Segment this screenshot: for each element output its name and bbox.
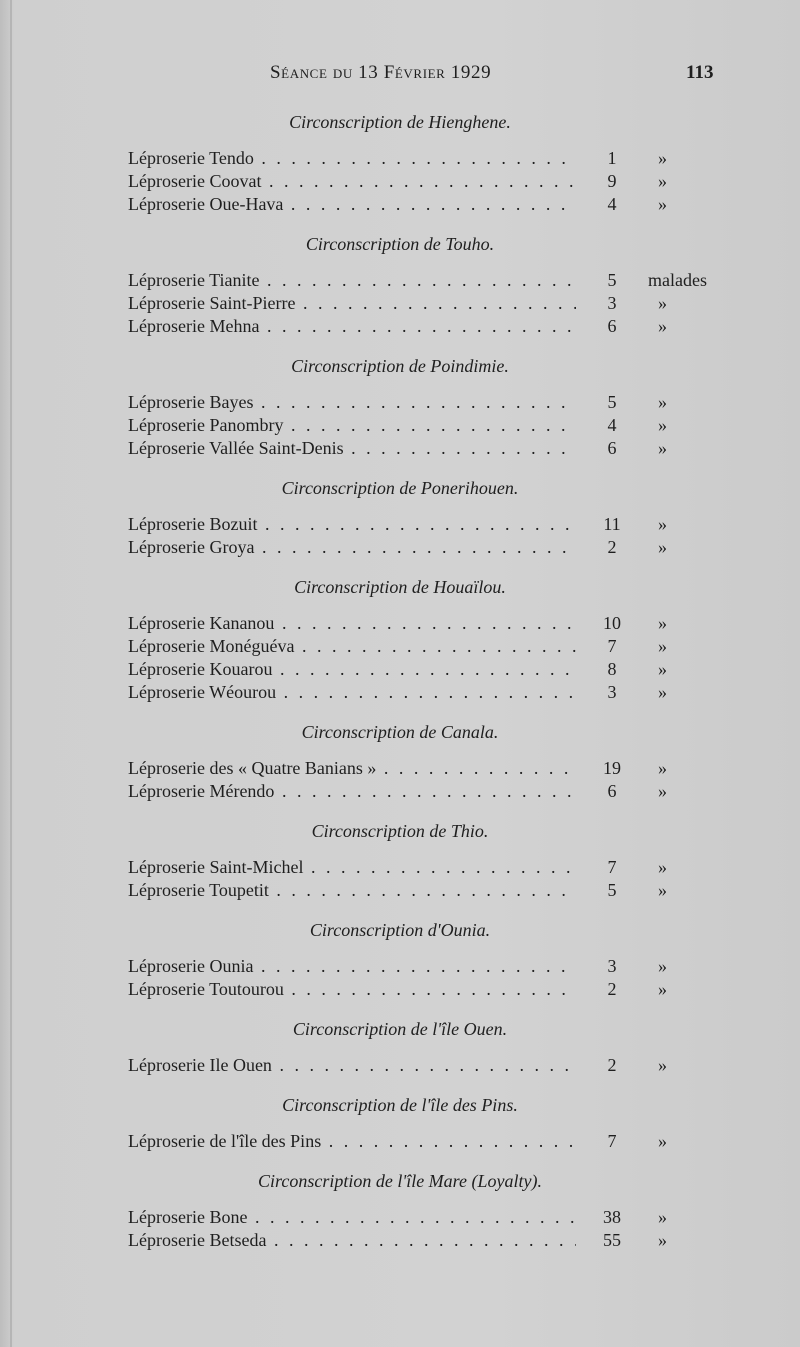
leproserie-name: Léproserie Groya . . . [128, 536, 576, 559]
ditto-mark: » [658, 857, 667, 877]
patient-count: 9 [607, 171, 617, 191]
leproserie-entry [0, 315, 800, 338]
ditto-mark: » [658, 171, 667, 191]
leproserie-entry [0, 437, 800, 460]
leproserie-name: Léproserie Toutourou . . . [128, 978, 576, 1001]
ditto-mark: » [658, 194, 667, 214]
section-heading: Circonscription de Touho. [305, 234, 495, 254]
section-heading: Circonscription de Ponerihouen. [281, 478, 519, 498]
ditto-mark: » [658, 1131, 667, 1151]
leproserie-name: Léproserie Oue-Hava . . . [128, 193, 576, 216]
leproserie-name: Léproserie Mérendo . . . [128, 780, 576, 803]
ditto-mark: » [658, 636, 667, 656]
leproserie-entry [0, 536, 800, 559]
leproserie-entry [0, 513, 800, 536]
patient-count: 19 [603, 758, 621, 778]
leproserie-entry [0, 612, 800, 635]
leproserie-name: Léproserie Betseda . . . [128, 1229, 576, 1252]
circonscription-section [0, 232, 800, 338]
patient-count: 4 [607, 194, 617, 214]
leproserie-name: Léproserie Bone . . . [128, 1206, 576, 1229]
leproserie-entry [0, 757, 800, 780]
patient-count: 11 [603, 514, 621, 534]
leproserie-name: Léproserie Ile Ouen . . . [128, 1054, 576, 1077]
unit-label: malades [648, 270, 707, 290]
patient-count: 3 [607, 956, 617, 976]
leproserie-name: Léproserie Panombry . . . [128, 414, 576, 437]
circonscription-section [0, 918, 800, 1001]
leproserie-name: Léproserie Bayes . . . [128, 391, 576, 414]
patient-count: 10 [603, 613, 621, 633]
patient-count: 8 [607, 659, 617, 679]
ditto-mark: » [658, 148, 667, 168]
patient-count: 2 [607, 537, 617, 557]
section-heading: Circonscription de l'île des Pins. [282, 1095, 518, 1115]
listing-content [0, 110, 800, 1252]
leproserie-entry [0, 1206, 800, 1229]
ditto-mark: » [658, 1230, 667, 1250]
leproserie-entry [0, 856, 800, 879]
leproserie-entry [0, 414, 800, 437]
leproserie-entry [0, 147, 800, 170]
leproserie-entry [0, 635, 800, 658]
patient-count: 5 [607, 880, 617, 900]
patient-count: 4 [607, 415, 617, 435]
section-heading: Circonscription de Houaïlou. [294, 577, 506, 597]
leproserie-name: Léproserie Kananou . . . [128, 612, 576, 635]
leproserie-name: Léproserie Tendo . . . [128, 147, 576, 170]
patient-count: 55 [603, 1230, 621, 1250]
ditto-mark: » [658, 293, 667, 313]
header-title: Séance du 13 Février 1929 [270, 62, 492, 83]
leproserie-name: Léproserie Coovat . . . [128, 170, 576, 193]
section-heading: Circonscription d'Ounia. [309, 920, 491, 940]
leproserie-entry [0, 978, 800, 1001]
page-number: 113 [686, 62, 714, 83]
leproserie-name: Léproserie Kouarou . . . [128, 658, 576, 681]
patient-count: 5 [607, 270, 617, 290]
leproserie-entry [0, 681, 800, 704]
circonscription-section [0, 354, 800, 460]
leproserie-name: Léproserie Mehna . . . [128, 315, 576, 338]
ditto-mark: » [658, 316, 667, 336]
patient-count: 7 [607, 1131, 617, 1151]
leproserie-entry [0, 193, 800, 216]
ditto-mark: » [658, 758, 667, 778]
leproserie-name: Léproserie des « Quatre Banians » . . . [128, 757, 576, 780]
ditto-mark: » [658, 1055, 667, 1075]
circonscription-section [0, 476, 800, 559]
section-heading: Circonscription de Poindimie. [291, 356, 509, 376]
patient-count: 7 [607, 636, 617, 656]
circonscription-section [0, 819, 800, 902]
section-heading: Circonscription de Canala. [301, 722, 499, 742]
leproserie-name: Léproserie Bozuit . . . [128, 513, 576, 536]
circonscription-section [0, 1169, 800, 1252]
leproserie-entry [0, 879, 800, 902]
patient-count: 2 [607, 979, 617, 999]
leproserie-entry [0, 269, 800, 292]
ditto-mark: » [658, 659, 667, 679]
ditto-mark: » [658, 682, 667, 702]
section-heading: Circonscription de l'île Ouen. [292, 1019, 508, 1039]
circonscription-section [0, 1017, 800, 1077]
leproserie-name: Léproserie de l'île des Pins . . . [128, 1130, 576, 1153]
patient-count: 6 [607, 438, 617, 458]
circonscription-section [0, 110, 800, 216]
ditto-mark: » [658, 781, 667, 801]
leproserie-entry [0, 658, 800, 681]
section-heading: Circonscription de l'île Mare (Loyalty). [258, 1171, 542, 1191]
ditto-mark: » [658, 613, 667, 633]
patient-count: 7 [607, 857, 617, 877]
leproserie-name: Léproserie Saint-Michel . . . [128, 856, 576, 879]
ditto-mark: » [658, 979, 667, 999]
ditto-mark: » [658, 514, 667, 534]
leproserie-entry [0, 292, 800, 315]
patient-count: 6 [607, 316, 617, 336]
circonscription-section [0, 720, 800, 803]
patient-count: 2 [607, 1055, 617, 1075]
ditto-mark: » [658, 1207, 667, 1227]
patient-count: 1 [607, 148, 617, 168]
ditto-mark: » [658, 537, 667, 557]
leproserie-entry [0, 1229, 800, 1252]
patient-count: 3 [607, 293, 617, 313]
leproserie-name: Léproserie Toupetit . . . [128, 879, 576, 902]
section-heading: Circonscription de Hienghene. [289, 112, 511, 132]
leproserie-name: Léproserie Ounia . . . [128, 955, 576, 978]
patient-count: 6 [607, 781, 617, 801]
leproserie-entry [0, 955, 800, 978]
running-header [0, 62, 800, 92]
patient-count: 3 [607, 682, 617, 702]
ditto-mark: » [658, 415, 667, 435]
leproserie-entry [0, 1130, 800, 1153]
ditto-mark: » [658, 438, 667, 458]
patient-count: 38 [603, 1207, 621, 1227]
leproserie-entry [0, 780, 800, 803]
ditto-mark: » [658, 956, 667, 976]
leproserie-name: Léproserie Tianite . . . [128, 269, 576, 292]
leproserie-entry [0, 391, 800, 414]
leproserie-name: Léproserie Wéourou . . . [128, 681, 576, 704]
patient-count: 5 [607, 392, 617, 412]
leproserie-name: Léproserie Monéguéva . . . [128, 635, 576, 658]
leproserie-name: Léproserie Saint-Pierre . . . [128, 292, 576, 315]
section-heading: Circonscription de Thio. [311, 821, 489, 841]
ditto-mark: » [658, 392, 667, 412]
ditto-mark: » [658, 880, 667, 900]
leproserie-name: Léproserie Vallée Saint-Denis . . . [128, 437, 576, 460]
circonscription-section [0, 575, 800, 704]
leproserie-entry [0, 1054, 800, 1077]
circonscription-section [0, 1093, 800, 1153]
leproserie-entry [0, 170, 800, 193]
